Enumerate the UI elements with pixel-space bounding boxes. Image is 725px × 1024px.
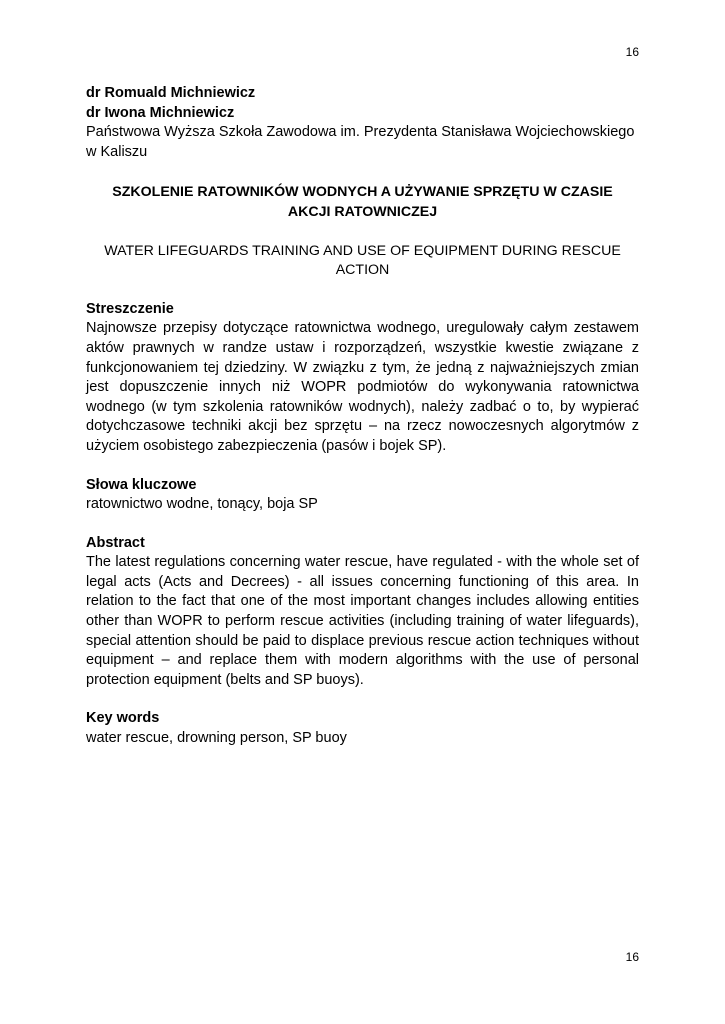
abstract-section xyxy=(86,534,639,691)
streszczenie-section xyxy=(86,300,639,457)
abstract-text: The latest regulations concerning water rescue, have regulated - with the whole set of legal acts (Acts and Decrees) - all issues concerning functioning of this area. In relation to the fact that one of the most important changes includes allowing entities other than WOPR to perform rescue activities (including training of water lifeguards), special attention should be paid to displace previous rescue action techniques without equipment – and replace them with modern algorithms with the use of personal protection equipment (belts and SP buoys). xyxy=(86,554,639,688)
title-polish: SZKOLENIE RATOWNIKÓW WODNYCH A UŻYWANIE SPRZĘTU W CZASIE AKCJI RATOWNICZEJ xyxy=(112,184,613,220)
key-words-section xyxy=(86,709,639,748)
affiliation: Państwowa Wyższa Szkoła Zawodowa im. Prezydenta Stanisława Wojciechowskiego w Kaliszu xyxy=(86,124,635,160)
author-name: dr Iwona Michniewicz xyxy=(86,104,235,121)
page-number-top: 16 xyxy=(625,45,639,59)
streszczenie-text: Najnowsze przepisy dotyczące ratownictwa wodnego, uregulowały całym zestawem aktów prawnych w randze ustaw i rozporządzeń, wszystkie kwestie związane z funkcjonowaniem tej dziedziny. W związku z tym, że jedną z najważniejszych zmian jest dopuszczenie innych niż WOPR podmiotów do wykonywania ratownictwa wodnego (w tym szkolenia ratowników wodnych), należy zadbać o to, by wypierać dotychczasowe techniki akcji bez sprzętu – na rzecz nowoczesnych algorytmów z użyciem osobistego zabezpieczenia (pasów i bojek SP). xyxy=(86,320,639,454)
key-words-text: water rescue, drowning person, SP buoy xyxy=(86,730,347,747)
author-name: dr Romuald Michniewicz xyxy=(86,85,256,101)
title-english: WATER LIFEGUARDS TRAINING AND USE OF EQUIPMENT DURING RESCUE ACTION xyxy=(104,242,621,279)
slowa-kluczowe-section xyxy=(86,476,639,515)
streszczenie-heading: Streszczenie xyxy=(86,300,174,317)
page-number-bottom: 16 xyxy=(625,950,639,964)
document-body xyxy=(86,84,639,749)
slowa-kluczowe-heading: Słowa kluczowe xyxy=(86,476,197,493)
slowa-kluczowe-text: ratownictwo wodne, tonący, boja SP xyxy=(86,496,318,513)
abstract-heading: Abstract xyxy=(86,534,145,551)
key-words-heading: Key words xyxy=(86,710,160,727)
